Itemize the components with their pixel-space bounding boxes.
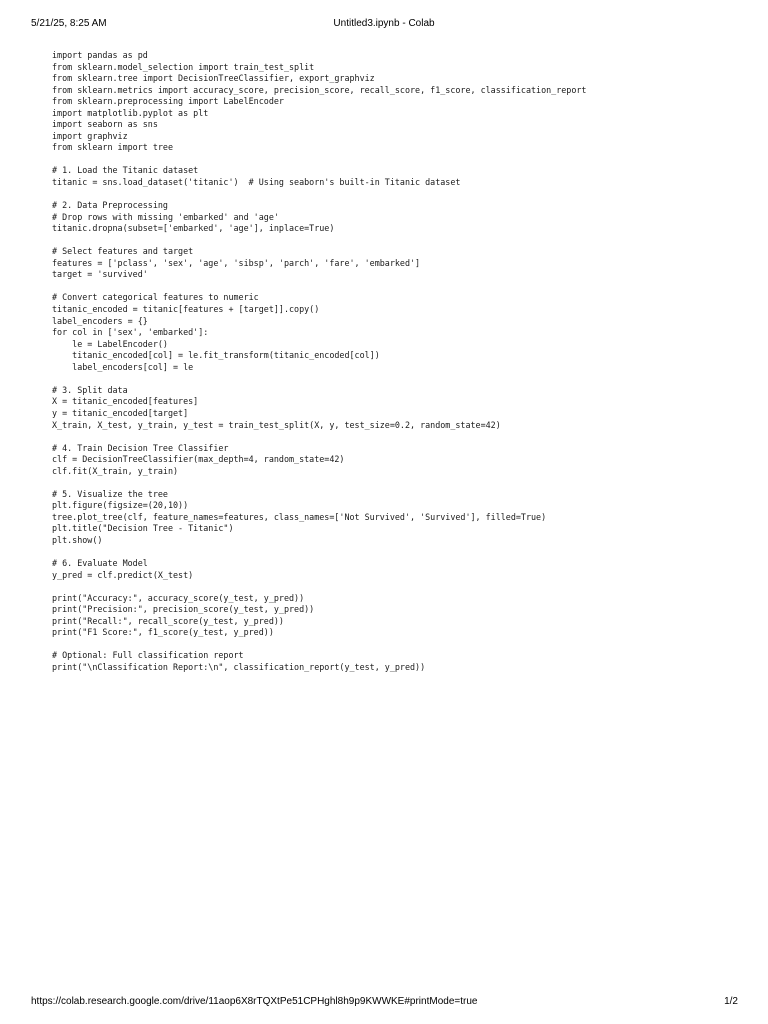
notebook-title: Untitled3.ipynb - Colab — [333, 18, 435, 29]
code-line: # Select features and target — [52, 246, 194, 257]
print-header — [0, 17, 768, 31]
code-line: clf = DecisionTreeClassifier(max_depth=4, random_state=42) — [52, 454, 345, 465]
code-line: # 4. Train Decision Tree Classifier — [52, 442, 229, 453]
code-line: # 1. Load the Titanic dataset — [52, 165, 199, 176]
code-line: X = titanic_encoded[features] — [52, 396, 199, 407]
code-line: print("F1 Score:", f1_score(y_test, y_pred)) — [52, 627, 274, 638]
code-line: clf.fit(X_train, y_train) — [52, 465, 179, 476]
code-line: print("Recall:", recall_score(y_test, y_pred)) — [52, 615, 284, 626]
code-line: titanic_encoded = titanic[features + [target]].copy() — [52, 304, 320, 315]
code-line — [52, 477, 742, 489]
code-line — [52, 154, 742, 166]
code-line: tree.plot_tree(clf, feature_names=features, class_names=['Not Survived', 'Survived'], filled=True) — [52, 511, 547, 522]
code-line: plt.figure(figsize=(20,10)) — [52, 500, 189, 511]
code-line — [52, 189, 742, 201]
code-line: y_pred = clf.predict(X_test) — [52, 569, 194, 580]
code-line: label_encoders[col] = le — [52, 361, 194, 372]
code-line: label_encoders = {} — [52, 315, 148, 326]
page-number: 1/2 — [724, 996, 738, 1007]
code-line: for col in ['sex', 'embarked']: — [52, 327, 209, 338]
code-line — [52, 281, 742, 293]
code-line: # 5. Visualize the tree — [52, 488, 168, 499]
code-line: # Drop rows with missing 'embarked' and 'age' — [52, 211, 279, 222]
code-line: import seaborn as sns — [52, 119, 158, 130]
code-cell[interactable] — [52, 50, 742, 674]
code-line: from sklearn.preprocessing import LabelEncoder — [52, 96, 284, 107]
code-line: import pandas as pd — [52, 50, 148, 60]
code-line: titanic = sns.load_dataset('titanic') # Using seaborn's built-in Titanic dataset — [52, 177, 461, 188]
code-line — [52, 235, 742, 247]
code-line: # 3. Split data — [52, 384, 128, 395]
code-line: from sklearn.metrics import accuracy_score, precision_score, recall_score, f1_score, classification_report — [52, 84, 587, 95]
code-line: from sklearn import tree — [52, 142, 174, 153]
code-line: titanic_encoded[col] = le.fit_transform(titanic_encoded[col]) — [52, 350, 380, 361]
code-line — [52, 373, 742, 385]
code-line: print("\nClassification Report:\n", classification_report(y_test, y_pred)) — [52, 661, 426, 672]
code-line: print("Precision:", precision_score(y_test, y_pred)) — [52, 604, 315, 615]
code-line: target = 'survived' — [52, 269, 148, 280]
code-line: # 6. Evaluate Model — [52, 558, 148, 569]
code-line: import matplotlib.pyplot as plt — [52, 107, 209, 118]
code-line: print("Accuracy:", accuracy_score(y_test, y_pred)) — [52, 592, 305, 603]
code-line: from sklearn.tree import DecisionTreeClassifier, export_graphviz — [52, 73, 375, 84]
code-line: y = titanic_encoded[target] — [52, 407, 189, 418]
code-line: # 2. Data Preprocessing — [52, 200, 168, 211]
code-line — [52, 431, 742, 443]
notebook-url: https://colab.research.google.com/drive/11aop6X8rTQXtPe51CPHghl8h9p9KWWKE#printMode=true — [31, 996, 478, 1007]
print-footer — [0, 995, 768, 1009]
code-line — [52, 581, 742, 593]
code-line: import graphviz — [52, 130, 128, 141]
code-line: titanic.dropna(subset=['embarked', 'age'], inplace=True) — [52, 223, 335, 234]
code-line — [52, 639, 742, 651]
code-line: plt.show() — [52, 534, 103, 545]
print-date: 5/21/25, 8:25 AM — [31, 18, 107, 29]
code-line: plt.title("Decision Tree - Titanic") — [52, 523, 234, 534]
code-line: # Convert categorical features to numeric — [52, 292, 259, 303]
code-line — [52, 547, 742, 559]
code-line: features = ['pclass', 'sex', 'age', 'sibsp', 'parch', 'fare', 'embarked'] — [52, 257, 421, 268]
code-line: # Optional: Full classification report — [52, 650, 244, 661]
code-line: from sklearn.model_selection import train_test_split — [52, 61, 315, 72]
code-line: X_train, X_test, y_train, y_test = train_test_split(X, y, test_size=0.2, random_state=42) — [52, 419, 501, 430]
code-line: le = LabelEncoder() — [52, 338, 168, 349]
